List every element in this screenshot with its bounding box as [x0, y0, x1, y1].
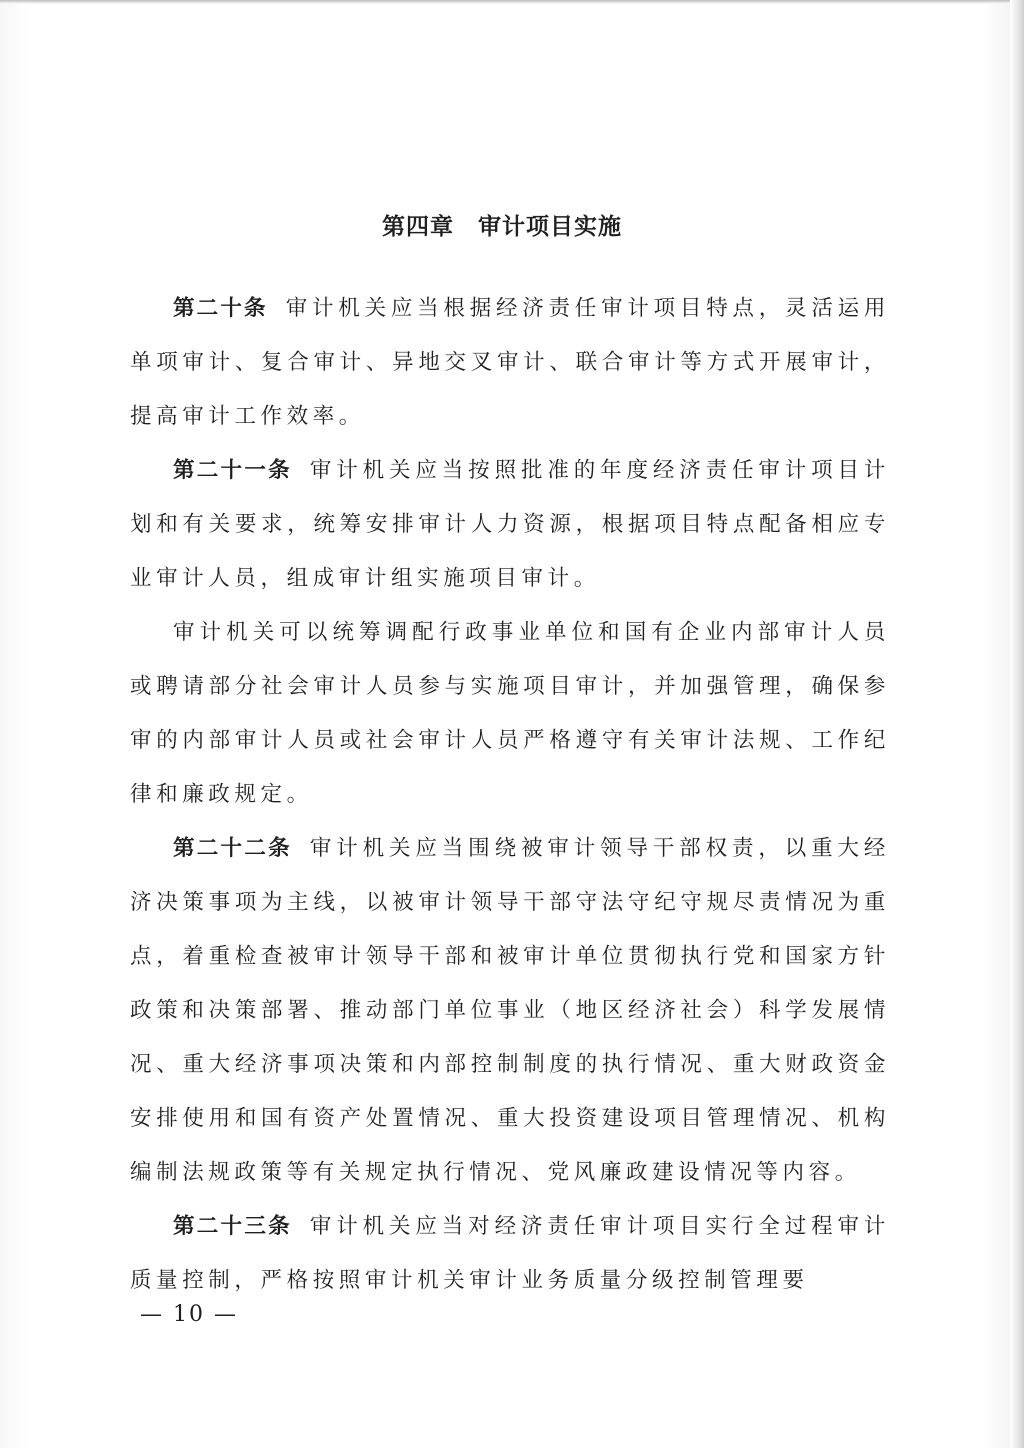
article-label: 第二十一条 — [173, 458, 292, 483]
article-text: 审计机关应当按照批准的年度经济责任审计项目计划和有关要求，统筹安排审计人力资源，根据项目特点配备相应专业审计人员，组成审计组实施项目审计。 — [130, 458, 890, 591]
article-text: 审计机关应当根据经济责任审计项目特点，灵活运用单项审计、复合审计、异地交叉审计、联合审计等方式开展审计，提高审计工作效率。 — [130, 296, 890, 429]
article-label: 第二十条 — [173, 296, 268, 321]
article-label: 第二十二条 — [173, 836, 292, 861]
page-number: — 10 — — [140, 1302, 238, 1327]
article-text: 审计机关应当围绕被审计领导干部权责，以重大经济决策事项为主线，以被审计领导干部守法守纪守规尽责情况为重点，着重检查被审计领导干部和被审计单位贯彻执行党和国家方针政策和决策部署、推动部门单位事业（地区经济社会）科学发展情况、重大经济事项决策和内部控制制度的执行情况、重大财政资金安排使用和国有资产处置情况、重大投资建设项目管理情况、机构编制法规政策等有关规定执行情况、党风廉政建设情况等内容。 — [130, 836, 890, 1185]
chapter-title: 第四章 审计项目实施 — [382, 213, 622, 240]
document-body — [130, 282, 890, 1308]
article-text: 审计机关应当对经济责任审计项目实行全过程审计质量控制，严格按照审计机关审计业务质量分级控制管理要 — [130, 1214, 890, 1293]
scan-edge-right — [1010, 0, 1024, 1448]
article-text: 审计机关可以统筹调配行政事业单位和国有企业内部审计人员或聘请部分社会审计人员参与实施项目审计，并加强管理，确保参审的内部审计人员或社会审计人员严格遵守有关审计法规、工作纪律和廉政规定。 — [130, 620, 890, 807]
article-paragraph — [130, 444, 890, 606]
article-paragraph — [130, 1200, 890, 1308]
article-paragraph — [130, 606, 890, 822]
scan-edge-top — [0, 0, 1024, 4]
article-paragraph — [130, 282, 890, 444]
article-paragraph — [130, 822, 890, 1200]
article-label: 第二十三条 — [173, 1214, 292, 1239]
